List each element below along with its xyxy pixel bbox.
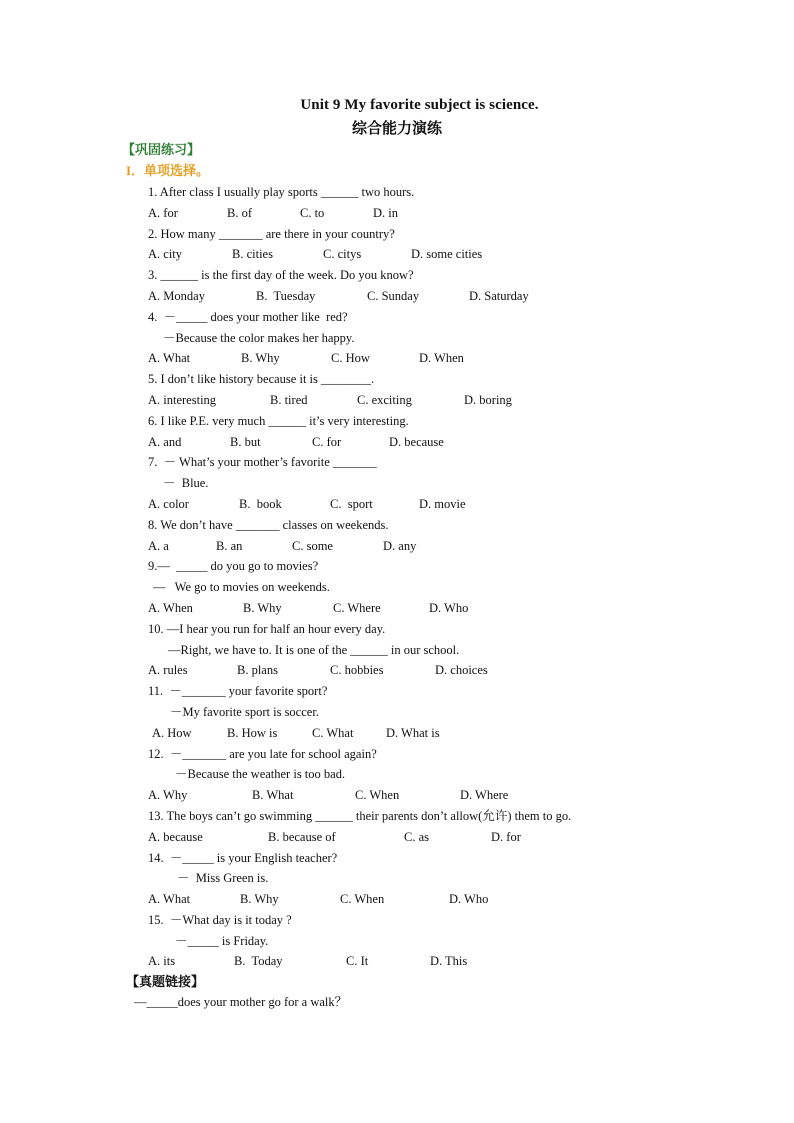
options-row bbox=[0, 494, 794, 515]
answer-option: C. for bbox=[312, 434, 342, 449]
answer-option: D. Who bbox=[429, 600, 469, 615]
question-line bbox=[0, 556, 794, 577]
answer-option: B. because of bbox=[268, 829, 336, 844]
question-text: 1. After class I usually play sports ______ two hours. bbox=[148, 185, 415, 199]
answer-option: C. What bbox=[312, 725, 354, 740]
answer-option: C. to bbox=[300, 205, 325, 220]
question-line bbox=[0, 764, 794, 785]
question-line bbox=[0, 619, 794, 640]
question-continuation: － Miss Green is. bbox=[177, 871, 269, 886]
answer-option: A. How bbox=[152, 725, 192, 740]
options-row bbox=[0, 286, 794, 307]
answer-option: B. book bbox=[239, 496, 282, 511]
question-list bbox=[0, 182, 794, 972]
unit-title: Unit 9 My favorite subject is science. bbox=[300, 97, 539, 113]
answer-option: A. a bbox=[148, 538, 169, 553]
options-row bbox=[0, 598, 794, 619]
question-line bbox=[0, 910, 794, 931]
question-line bbox=[0, 328, 794, 349]
question-text: 10. —I hear you run for half an hour every day. bbox=[148, 621, 386, 636]
question-line bbox=[0, 848, 794, 869]
answer-option: B. an bbox=[216, 538, 243, 553]
answer-option: C. hobbies bbox=[330, 663, 384, 678]
answer-option: D. some cities bbox=[411, 247, 483, 262]
question-line bbox=[0, 515, 794, 536]
answer-option: D. What is bbox=[386, 725, 440, 740]
answer-option: C. sport bbox=[330, 496, 373, 511]
options-row bbox=[0, 723, 794, 744]
question-continuation: — We go to movies on weekends. bbox=[153, 580, 330, 595]
answer-option: D. This bbox=[430, 954, 468, 969]
answer-option: B. What bbox=[252, 788, 294, 803]
answer-option: D. Who bbox=[449, 892, 489, 907]
question-line bbox=[0, 369, 794, 390]
question-text: 13. The boys can’t go swimming ______ their parents don’t allow(允许) them to go. bbox=[148, 808, 572, 823]
answer-option: C. How bbox=[331, 351, 370, 366]
options-row bbox=[0, 889, 794, 910]
answer-option: B. but bbox=[230, 434, 261, 449]
answer-option: A. because bbox=[148, 829, 203, 844]
answer-option: A. What bbox=[148, 351, 191, 366]
answer-option: D. Where bbox=[460, 788, 509, 803]
question-line bbox=[0, 224, 794, 245]
options-row bbox=[0, 951, 794, 972]
answer-option: B. plans bbox=[237, 663, 278, 678]
question-text: 11. －_______ your favorite sport? bbox=[148, 684, 328, 699]
question-line bbox=[0, 182, 794, 203]
answer-option: A. interesting bbox=[148, 392, 217, 407]
answer-option: B. Tuesday bbox=[256, 288, 316, 303]
answer-option: D. choices bbox=[435, 663, 488, 678]
question-line bbox=[0, 577, 794, 598]
question-text: 6. I like P.E. very much ______ it’s very interesting. bbox=[148, 413, 409, 428]
answer-option: B. Why bbox=[243, 600, 282, 615]
answer-option: C. When bbox=[355, 788, 400, 803]
question-line bbox=[0, 411, 794, 432]
question-line bbox=[0, 307, 794, 328]
question-continuation: － Blue. bbox=[163, 476, 209, 491]
answer-option: D. boring bbox=[464, 392, 512, 407]
question-text: 5. I don’t like history because it is ________. bbox=[148, 372, 375, 387]
question-line bbox=[0, 640, 794, 661]
question-continuation: －Because the weather is too bad. bbox=[175, 767, 346, 782]
question-continuation: －_____ is Friday. bbox=[175, 933, 269, 948]
answer-option: A. its bbox=[148, 954, 176, 969]
answer-option: A. city bbox=[148, 247, 183, 262]
options-row bbox=[0, 536, 794, 557]
options-row bbox=[0, 203, 794, 224]
answer-option: B. How is bbox=[227, 725, 278, 740]
answer-option: D. in bbox=[373, 205, 398, 220]
question-line bbox=[0, 265, 794, 286]
answer-option: A. for bbox=[148, 205, 178, 220]
question-continuation: －My favorite sport is soccer. bbox=[170, 704, 319, 719]
question-continuation: －Because the color makes her happy. bbox=[163, 330, 355, 345]
question-text: 4. －_____ does your mother like red? bbox=[148, 309, 348, 324]
question-line bbox=[0, 931, 794, 952]
answer-option: B. of bbox=[227, 205, 252, 220]
answer-option: C. exciting bbox=[357, 392, 412, 407]
answer-option: D. When bbox=[419, 351, 464, 366]
question-text: 3. ______ is the first day of the week. Do you know? bbox=[148, 268, 414, 283]
question-text: 14. －_____ is your English teacher? bbox=[148, 850, 338, 865]
question-text: 8. We don’t have _______ classes on weekends. bbox=[148, 517, 389, 532]
answer-option: C. When bbox=[340, 892, 385, 907]
answer-option: D. any bbox=[383, 538, 417, 553]
answer-option: C. It bbox=[346, 954, 369, 969]
question-text: 15. －What day is it today ? bbox=[148, 912, 292, 927]
real-link-question: —_____does your mother go for a walk？ bbox=[134, 995, 348, 1009]
answer-option: A. rules bbox=[148, 663, 188, 678]
answer-option: A. When bbox=[148, 600, 193, 615]
answer-option: A. Why bbox=[148, 788, 188, 803]
question-text: 7. － What’s your mother’s favorite _______ bbox=[148, 455, 377, 470]
answer-option: C. citys bbox=[323, 247, 362, 262]
answer-option: B. cities bbox=[232, 247, 273, 262]
question-line bbox=[0, 452, 794, 473]
options-row bbox=[0, 244, 794, 265]
question-line bbox=[0, 681, 794, 702]
page-subtitle: 综合能力演练 bbox=[351, 121, 442, 137]
answer-option: A. What bbox=[148, 892, 191, 907]
answer-option: B. tired bbox=[270, 392, 308, 407]
section-title: 【巩固练习】 bbox=[122, 142, 201, 157]
answer-option: B. Today bbox=[234, 954, 283, 969]
answer-option: D. for bbox=[491, 829, 521, 844]
question-line bbox=[0, 744, 794, 765]
question-text: 2. How many _______ are there in your country? bbox=[148, 226, 395, 241]
answer-option: A. color bbox=[148, 496, 189, 511]
question-continuation: —Right, we have to. It is one of the ______ in our school. bbox=[168, 642, 460, 657]
options-row bbox=[0, 348, 794, 369]
options-row bbox=[0, 785, 794, 806]
question-line bbox=[0, 702, 794, 723]
answer-option: D. Saturday bbox=[469, 288, 529, 303]
options-row bbox=[0, 827, 794, 848]
answer-option: A. and bbox=[148, 434, 182, 449]
answer-option: D. movie bbox=[419, 496, 466, 511]
options-row bbox=[0, 432, 794, 453]
answer-option: A. Monday bbox=[148, 288, 205, 303]
answer-option: C. as bbox=[404, 829, 429, 844]
question-text: 12. －_______ are you late for school again? bbox=[148, 746, 377, 761]
question-line bbox=[0, 868, 794, 889]
answer-option: D. because bbox=[389, 434, 444, 449]
question-line bbox=[0, 473, 794, 494]
question-text: 9.— _____ do you go to movies? bbox=[148, 559, 319, 574]
answer-option: C. Sunday bbox=[367, 288, 420, 303]
options-row bbox=[0, 390, 794, 411]
answer-option: B. Why bbox=[240, 892, 279, 907]
question-line bbox=[0, 806, 794, 827]
subsection-title: I．单项选择。 bbox=[126, 163, 210, 178]
options-row bbox=[0, 660, 794, 681]
answer-option: C. Where bbox=[333, 600, 381, 615]
real-link-title: 【真题链接】 bbox=[126, 974, 205, 989]
answer-option: C. some bbox=[292, 538, 333, 553]
answer-option: B. Why bbox=[241, 351, 280, 366]
